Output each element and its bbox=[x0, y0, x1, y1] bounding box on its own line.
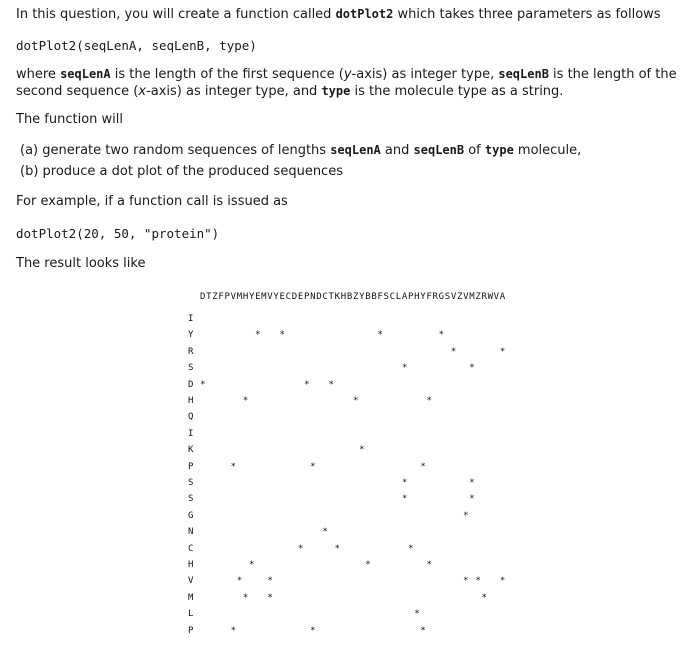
parameter-description: where seqLenA is the length of the first sequence (y-axis) as integer type, seqLenB is the length of the second sequence (x-axis) as integer type, and type is the molecule type as a string. bbox=[16, 67, 677, 99]
left-sequence-letter: D bbox=[188, 379, 194, 390]
dot-mark: * bbox=[334, 543, 341, 554]
left-sequence-letter: C bbox=[188, 543, 194, 554]
dot-mark: * bbox=[248, 560, 255, 570]
left-sequence-letter: I bbox=[188, 428, 194, 439]
dot-mark: * bbox=[420, 625, 426, 636]
left-sequence-letter: N bbox=[188, 527, 194, 538]
dot-plot bbox=[188, 292, 528, 652]
dot-mark: * bbox=[279, 330, 285, 341]
dot-mark: * bbox=[499, 576, 506, 587]
dot-mark: * bbox=[242, 396, 249, 406]
left-sequence-letter: V bbox=[188, 576, 194, 587]
left-sequence-letter: S bbox=[188, 478, 194, 488]
dot-mark: * bbox=[297, 543, 304, 554]
dot-mark: * bbox=[200, 379, 206, 390]
dot-mark: * bbox=[310, 625, 316, 636]
dot-mark: * bbox=[310, 461, 316, 472]
dot-mark: * bbox=[426, 396, 432, 406]
dot-mark: * bbox=[267, 592, 273, 603]
dot-mark: * bbox=[401, 478, 408, 488]
left-sequence-letter: S bbox=[188, 494, 194, 505]
left-sequence-letter: K bbox=[188, 445, 194, 456]
dot-mark: * bbox=[408, 543, 414, 554]
dot-mark: * bbox=[230, 625, 237, 636]
top-sequence-label: DTZFPVMHYEMVYECDEPNDCTKHBZYBBFSCLAPHYFRGSVZVMZRWVA bbox=[200, 292, 506, 302]
left-sequence-letter: H bbox=[188, 560, 194, 570]
left-sequence-letter: Y bbox=[188, 330, 194, 341]
left-sequence-letter: P bbox=[188, 461, 194, 472]
dot-mark: * bbox=[469, 478, 475, 488]
dot-mark: * bbox=[255, 330, 261, 341]
example-call-code: dotPlot2(20, 50, "protein") bbox=[16, 226, 220, 241]
dot-mark: * bbox=[414, 609, 420, 620]
dot-mark: * bbox=[365, 560, 371, 570]
dot-mark: * bbox=[401, 363, 408, 374]
left-sequence-letter: I bbox=[188, 314, 194, 324]
left-sequence-letter: M bbox=[188, 592, 194, 603]
intro-text: In this question, you will create a function called bbox=[16, 7, 336, 22]
left-sequence-letter: G bbox=[188, 510, 194, 521]
list-item-a: (a) generate two random sequences of lengths seqLenA and seqLenB of type molecule, bbox=[20, 143, 582, 158]
dot-mark: * bbox=[267, 576, 273, 587]
dot-mark: * bbox=[328, 379, 334, 390]
left-sequence-letter: P bbox=[188, 625, 194, 636]
dot-mark: * bbox=[475, 576, 481, 587]
dot-mark: * bbox=[236, 576, 243, 587]
left-sequence-letter: L bbox=[188, 609, 194, 620]
dot-mark: * bbox=[481, 592, 487, 603]
result-sentence: The result looks like bbox=[16, 256, 146, 271]
example-sentence: For example, if a function call is issued as bbox=[16, 194, 288, 209]
dot-mark: * bbox=[242, 592, 249, 603]
dot-mark: * bbox=[463, 576, 469, 587]
list-item-b: (b) produce a dot plot of the produced sequences bbox=[20, 164, 343, 179]
left-sequence-letter: Q bbox=[188, 412, 194, 423]
intro-text-end: which takes three parameters as follows bbox=[393, 7, 661, 22]
dot-mark: * bbox=[463, 510, 469, 521]
dot-mark: * bbox=[438, 330, 445, 341]
function-signature: dotPlot2(seqLenA, seqLenB, type) bbox=[16, 38, 257, 53]
left-sequence-letter: R bbox=[188, 346, 194, 357]
left-sequence-letter: H bbox=[188, 396, 194, 406]
dot-mark: * bbox=[426, 560, 432, 570]
dot-mark: * bbox=[420, 461, 426, 472]
dot-mark: * bbox=[469, 494, 475, 505]
dot-mark: * bbox=[469, 363, 475, 374]
intro-line bbox=[16, 6, 661, 23]
dot-mark: * bbox=[304, 379, 310, 390]
dot-mark: * bbox=[450, 346, 457, 357]
dot-mark: * bbox=[230, 461, 237, 472]
function-will-heading: The function will bbox=[16, 112, 124, 127]
dot-mark: * bbox=[499, 346, 506, 357]
dot-mark: * bbox=[322, 527, 328, 538]
dot-mark: * bbox=[353, 396, 359, 406]
function-name-code: dotPlot2 bbox=[335, 7, 394, 21]
dot-mark: * bbox=[359, 445, 365, 456]
left-sequence-letter: S bbox=[188, 363, 194, 374]
dot-mark: * bbox=[401, 494, 408, 505]
dot-mark: * bbox=[377, 330, 383, 341]
